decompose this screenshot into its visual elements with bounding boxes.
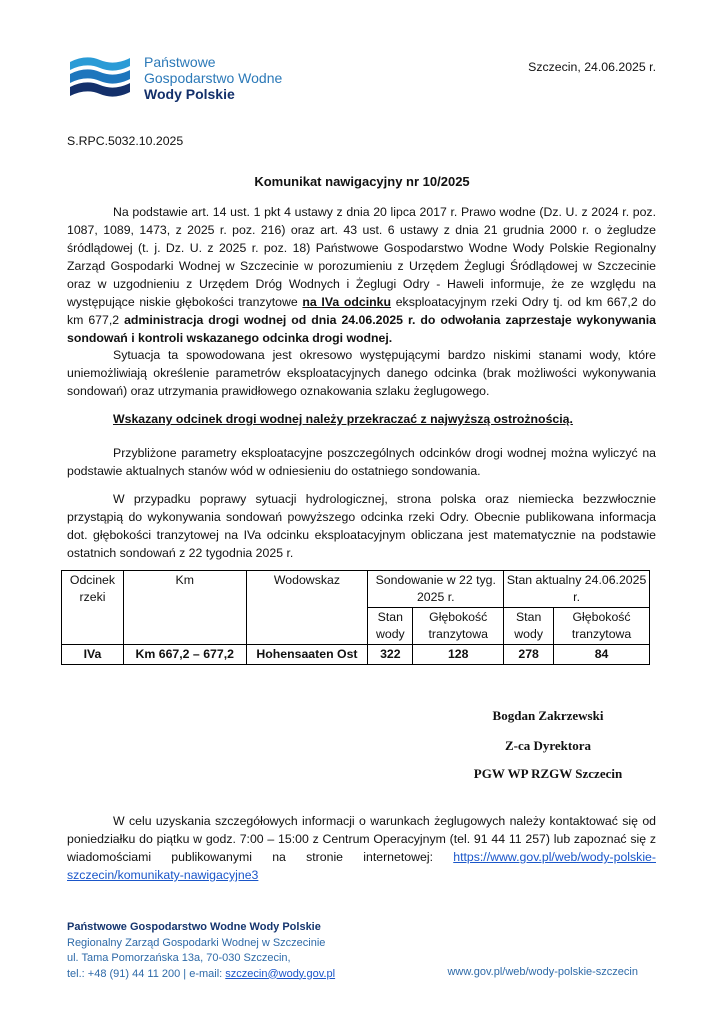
paragraph-main (67, 203, 656, 347)
cell-sond-stan: 322 (368, 645, 413, 665)
header-stan-wody-sond: Stan wody (368, 608, 413, 645)
cell-odcinek: IVa (62, 645, 124, 665)
p1-text-bold: administracja drogi wodnej od dnia 24.06.2025 r. do odwołania zaprzestaje wykonywania sondowań i kontroli wskazanego odcinka drogi wodnej. (67, 313, 656, 345)
header-odcinek: Odcinek rzeki (62, 571, 124, 645)
p1-segment-highlight: na IVa odcinku (302, 295, 392, 309)
cell-akt-stan: 278 (504, 645, 554, 665)
header-km: Km (123, 571, 246, 645)
paragraph-contact (67, 812, 656, 884)
document-reference: S.RPC.5032.10.2025 (67, 134, 184, 148)
paragraph-parameters (67, 444, 656, 480)
signature-name: Bogdan Zakrzewski (492, 708, 604, 723)
cell-sond-glebokosc: 128 (413, 645, 504, 665)
header-glebokosc-akt: Głębokość tranzytowa (554, 608, 650, 645)
document-date: Szczecin, 24.06.2025 r. (528, 60, 656, 74)
footer-email-link[interactable]: szczecin@wody.gov.pl (225, 967, 336, 980)
header-wodowskaz: Wodowskaz (246, 571, 368, 645)
footer-contact (67, 967, 335, 983)
header-stan-wody-akt: Stan wody (504, 608, 554, 645)
logo-line-3: Wody Polskie (144, 86, 235, 102)
header-sondowanie: Sondowanie w 22 tyg. 2025 r. (368, 571, 504, 608)
footer-website: www.gov.pl/web/wody-polskie-szczecin (447, 966, 638, 978)
footer-department: Regionalny Zarząd Gospodarki Wodnej w Szczecinie (67, 936, 326, 949)
cell-akt-glebokosc: 84 (554, 645, 650, 665)
document-title: Komunikat nawigacyjny nr 10/2025 (254, 174, 470, 189)
paragraph-soundings (67, 490, 656, 562)
p4-text: W przypadku poprawy sytuacji hydrologicznej, strona polska oraz niemiecka bezzwłocznie przystąpią do wykonywania sondowań powyższego odcinka rzeki Odry. Obecnie publikowana informacja dot. głębokości tranzytowej na IVa odcinku eksploatacyjnym obliczana jest matematycznie na podstawie ostatnich sondowań z 22 tygodnia 2025 r. (67, 492, 656, 560)
table-row (62, 645, 650, 665)
footer-address (67, 920, 335, 982)
p3-text: Przybliżone parametry eksploatacyjne poszczególnych odcinków drogi wodnej można wyliczyć na podstawie aktualnych stanów wód w odniesieniu do ostatniego sondowania. (67, 446, 656, 478)
logo-text (144, 54, 282, 102)
signature-org: PGW WP RZGW Szczecin (473, 766, 623, 781)
logo-line-1: Państwowe (144, 54, 216, 70)
p1-text-1: Na podstawie art. 14 ust. 1 pkt 4 ustawy z dnia 20 lipca 2017 r. Prawo wodne (Dz. U. z 2024 r. poz. 1087, 1089, 1473, z 2025 r. poz. 216) oraz art. 43 ust. 6 ustawy z dnia 21 grudnia 2000 r. o żegludze śródlądowej (t. j. Dz. U. z 2025 r. poz. 18) Państwowe Gospodarstwo Wodne Wody Polskie Regionalny Zarząd Gospodarki Wodnej w Szczecinie w porozumieniu z Urzędem Żeglugi Śródlądowej w Szczecinie oraz w uzgodnieniu z Urzędem Dróg Wodnych i Żeglugi Odry - Haweli informuje, że ze względu na występujące niskie głębokości tranzytowe (67, 205, 656, 309)
footer-street: ul. Tama Pomorzańska 13a, 70-030 Szczecin, (67, 952, 291, 964)
warning-text: Wskazany odcinek drogi wodnej należy przekraczać z najwyższą ostrożnością. (113, 412, 573, 426)
header-glebokosc-sond: Głębokość tranzytowa (413, 608, 504, 645)
paragraph-situation (67, 346, 656, 400)
p1-text-3: eksploatacyjnym rzeki Odry tj. od km 667,2 do km 677,2 (67, 295, 657, 327)
parameters-table (61, 570, 650, 665)
p5-text: W celu uzyskania szczegółowych informacji o warunkach żeglugowych należy kontaktować się od poniedziałku do piątku w godz. 7:00 – 15:00 z Centrum Operacyjnym (tel. 91 44 11 257) lub zapoznać się z wiadomościami publikowanymi na stronie internetowej: (67, 814, 656, 864)
footer-org: Państwowe Gospodarstwo Wodne Wody Polskie (67, 921, 321, 933)
header-stan-aktualny: Stan aktualny 24.06.2025 r. (504, 571, 650, 608)
wody-polskie-logo (68, 52, 132, 104)
logo-line-2: Gospodarstwo Wodne (144, 70, 283, 86)
signature-role: Z-ca Dyrektora (504, 738, 592, 753)
paragraph-warning (67, 410, 656, 428)
p2-text: Sytuacja ta spowodowana jest okresowo występującymi bardzo niskimi stanami wody, które uniemożliwiają określenie parametrów eksploatacyjnych danego odcinka (brak możliwości wykonywania sondowań) oraz utrzymania prawidłowego oznakowania szlaku żeglugowego. (67, 348, 656, 398)
cell-wodowskaz: Hohensaaten Ost (246, 645, 368, 665)
announcements-link[interactable]: https://www.gov.pl/web/wody-polskie-szczecin/komunikaty-nawigacyjne3 (67, 850, 656, 882)
cell-km: Km 667,2 – 677,2 (123, 645, 246, 665)
footer-phone: tel.: +48 (91) 44 11 200 | e-mail: (67, 967, 223, 980)
